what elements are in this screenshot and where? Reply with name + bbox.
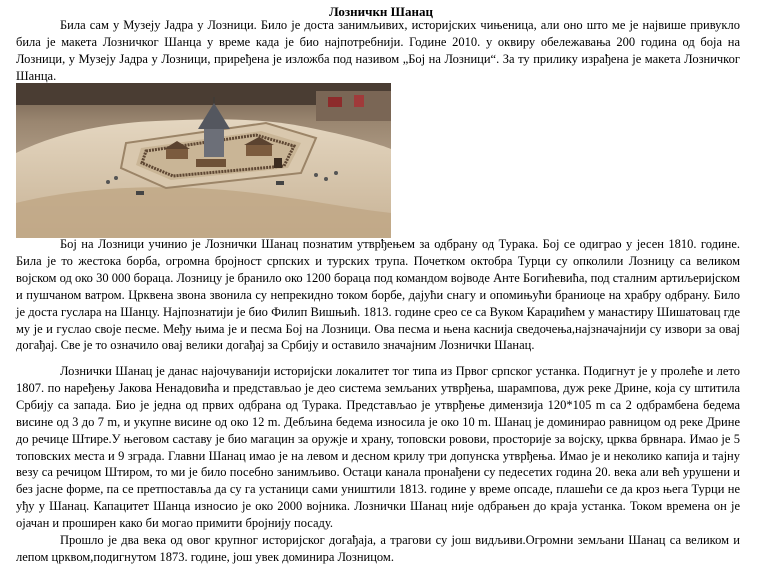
document-title: Лозничкн Шанац: [329, 4, 433, 19]
fortress-model-photo: [16, 83, 391, 238]
paragraph-fortress: Лознички Шанац је данас најочуванији историјски локалитет тог типа из Првог српског устанка. Подигнут је у пролеће и лето 1807. по наређењу Јакова Ненадовића и представљао је део система земљаних утврђења, шарампова, дуж реке Дрине, која су штитила Србију са запада. Био је једна од првих одбрана од Турака. Представљао је утврђење димензија 120*105 m са 2 одбрамбена бедема висине од 3 до 7 m, и укупне висине од око 12 m. Дебљина бедема износила је око 10 m. Шанац је доминирао равницом од реке Дрине до речице Штире.У његовом саставу је био магацин за оружје и храну, топовски ровови, просторије за војску, црква брвнара. Имао је 5 топовских места и 9 зграда. Главни Шанац имао је на левом и десном крилу три допунска утврђења. Имао је и неколико капија и тајну везу са речицом Штиром, то ми је било посебно занимљиво. Остаци канала пронађени су педесетих година 20. века али већ урушени и без јасне форме, па се претпоставља да су га устаници сами уништили 1813. године у време опсаде, плашећи се да кроз њега Турци не уђу у Шанац. Капацитет Шанца износио је око 2000 војника. Лознички Шанац није одбрањен до краја устанка. Током времена он је ојачан и проширен како би могао примити бројнију посаду.: [16, 364, 740, 531]
paragraph-intro: Била сам у Музеју Јадра у Лозници. Било је доста занимљивих, историјских чињеница, али оно што ме је највише привукло била је макета Лозничког Шанца у време када је био најпотребнији. Године 2010. у оквиру обележавања 200 година од боја на Лозници, у Музеју Јадра у Лозници, приређена је изложба под називом „Бој на Лозници“. За ту прилику израђена је макета Лозничког Шанца.: [16, 18, 740, 83]
paragraph-conclusion: Прошло је два века од овог крупног историјског догађаја, а трагови су још видљиви.Огромни земљани Шанац са великом и лепом црквом,подигнутом 1873. године, још увек доминира Лозницом.: [16, 533, 740, 564]
paragraph-battle: Бој на Лозници учинио је Лознички Шанац познатим утврђењем за одбрану од Турака. Бој се одиграо у јесен 1810. године. Била је то жестока борба, огромна бројност српских и турских трупа. Почетком октобра Турци су опколили Лозницу са великом војском од око 30 000 бораца. Лозницу је бранило око 1200 бораца под командом војводе Анте Богићевића, под сталним артиљеријском и пушчаном ватром. Црквена звона звонила су непрекидно током борбе, дајући снагу и опомињући браниоце на храбру одбрану. Било је доста гуслара на Шанцу. Најпознатији је био Филип Вишњић. 1813. године срео се са Вуком Караџићем у манастиру Шишатовац где му је и гуслао своје песме. Међу њима је и песма Бој на Лозници. Ова песма и њена каснија сведочења,најзначајнији су извори за овај догађај. Све је то означило овај велики догађај за Србију и оставило значајним Лознички Шанац.: [16, 237, 740, 353]
